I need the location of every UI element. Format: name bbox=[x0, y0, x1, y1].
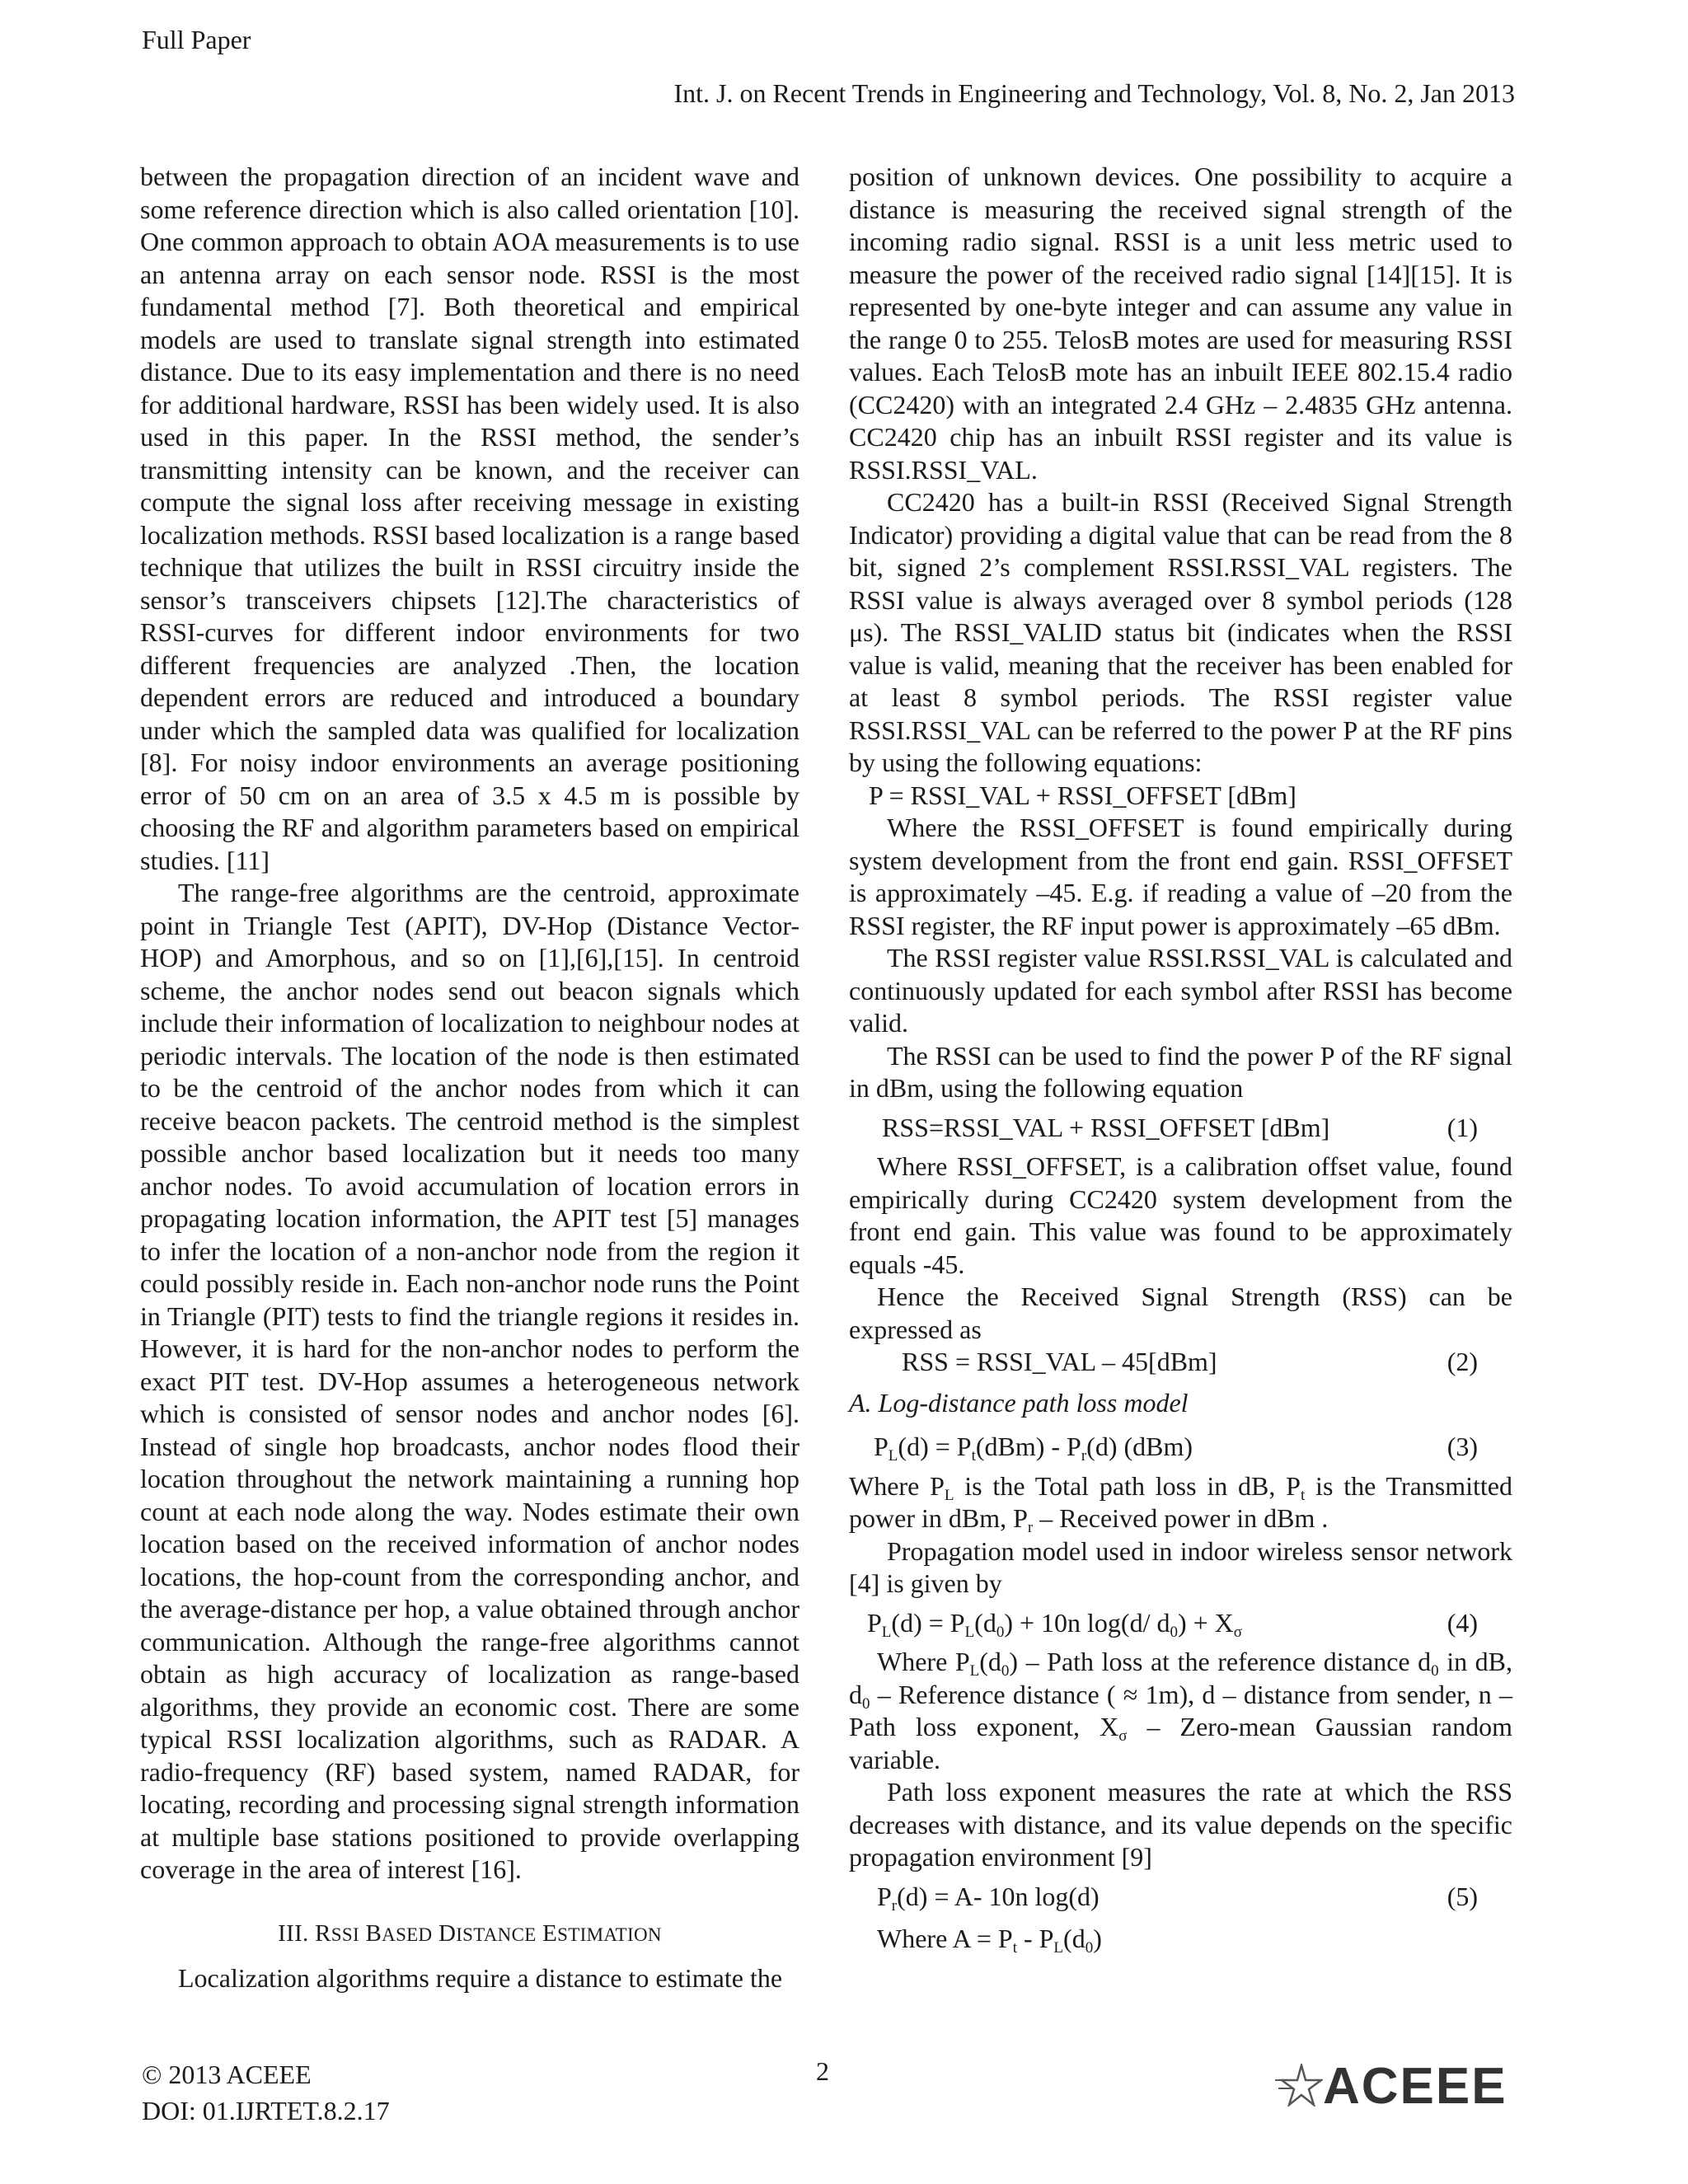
paragraph: Where the RSSI_OFFSET is found empirically during system development from the front end gain. RSSI_OFFSET is approximately –45. E.g. if reading a value of –20 from the RSSI register, the RF input power is approximately –65 dBm. bbox=[849, 813, 1512, 940]
page-number: 2 bbox=[816, 2056, 829, 2086]
equation-number: (5) bbox=[1447, 1881, 1478, 1911]
paragraph: Where $P_L$ is the Total path loss in dB, $P_t$ is the Transmitted power in dBm, $P_r$ – Received power in dBm . bbox=[849, 1470, 1513, 1536]
equation-number: (4) bbox=[1447, 1607, 1478, 1638]
equation-3: $P_L(d) = P_t(dBm) - P_r(d)$ (dBm) (3) bbox=[874, 1432, 1478, 1465]
equation-number: (1) bbox=[1447, 1112, 1478, 1142]
aceee-logo bbox=[1273, 2058, 1521, 2115]
footer-left bbox=[142, 2056, 390, 2129]
paragraph: Propagation model used in indoor wireless sensor network [4] is given by bbox=[849, 1535, 1512, 1598]
subsection-heading: A. Log-distance path loss model bbox=[849, 1387, 1189, 1418]
copyright: © 2013 ACEEE bbox=[142, 2060, 312, 2089]
equation-5: $P_r(d) = A-$ 10n log(d) (5) bbox=[877, 1881, 1478, 1915]
paragraph: The RSSI can be used to find the power P of the RF signal in dBm, using the following equation bbox=[849, 1040, 1512, 1103]
equation-number: (3) bbox=[1447, 1432, 1478, 1461]
equation-2: RSS = RSSI_VAL – 45[dBm] (2) bbox=[849, 1346, 1512, 1379]
paragraph: Where RSSI_OFFSET, is a calibration offset value, found empirically during CC2420 system development from the front end gain. This value was found to be approximately equals -45. bbox=[849, 1151, 1512, 1279]
right-column bbox=[849, 161, 1512, 1956]
paragraph: Localization algorithms require a distance to estimate the bbox=[178, 1963, 783, 1993]
equation-1: RSS=RSSI_VAL + RSSI_OFFSET [dBm] (1) bbox=[849, 1112, 1512, 1145]
paragraph: The range-free algorithms are the centroid, approximate point in Triangle Test (APIT), DV-Hop (Distance Vector- HOP) and Amorphous, and so on [1],[6],[15]. In centroid scheme, the anchor nodes send out beacon signals which include their information of localization to neighbour nodes at periodic intervals. The location of the node is then estimated to be the centroid of the anchor nodes from which it can receive beacon packets. The centroid method is the simplest possible anchor based localization but it needs too many anchor nodes. To avoid accumulation of location errors in propagating location information, the APIT test [5] manages to infer the location of a non-anchor node from the region it could possibly reside in. Each non-anchor node runs the Point in Triangle (PIT) tests to find the triangle regions it resides in. However, it is hard for the non-anchor nodes to perform the exact PIT test. DV-Hop assumes a heterogeneous network which is consisted of sensor nodes and anchor nodes [6]. Instead of single hop broadcasts, anchor nodes flood their location throughout the network maintaining a running hop count at each node along the way. Nodes estimate their own location based on the received information of anchor nodes locations, the hop-count from the corresponding anchor, and the average-distance per hop, a value obtained through anchor communication. Although the range-free algorithms cannot obtain as high accuracy of localization as range-based algorithms, they provide an economic cost. There are some typical RSSI localization algorithms, such as RADAR. A radio-frequency (RF) based system, named RADAR, for locating, recording and processing signal strength information at multiple base stations positioned to provide overlapping coverage in the area of interest [16]. bbox=[140, 878, 799, 1884]
journal-section-label: Full Paper bbox=[142, 25, 251, 54]
equation-5-where: Where $A = P_t - P_L(d_0)$ bbox=[877, 1924, 1102, 1957]
journal-citation: Int. J. on Recent Trends in Engineering and Technology, Vol. 8, No. 2, Jan 2013 bbox=[673, 78, 1515, 108]
paragraph: between the propagation direction of an incident wave and some reference direction which is also called orientation [10]. One common approach to obtain AOA measurements is to use an antenna array on each sensor node. RSSI is the most fundamental method [7]. Both theoretical and empirical models are used to translate signal strength into estimated distance. Due to its easy implementation and there is no need for additional hardware, RSSI has been widely used. It is also used in this paper. In the RSSI method, the sender’s transmitting intensity can be known, and the receiver can compute the signal loss after receiving message in existing localization methods. RSSI based localization is a range based technique that utilizes the built in RSSI circuitry inside the sensor’s transceivers chipsets [12].The characteristics of RSSI-curves for different indoor environments for two different frequencies are analyzed .Then, the location dependent errors are reduced and introduced a boundary under which the sampled data was qualified for localization [8]. For noisy indoor environments an average positioning error of 50 cm on an area of 3.5 x 4.5 m is possible by choosing the RF and algorithm parameters based on empirical studies. [11] bbox=[140, 162, 799, 875]
star-icon bbox=[1273, 2064, 1323, 2107]
logo-wordmark: ACEEE bbox=[1323, 2058, 1507, 2115]
paragraph: The RSSI register value RSSI.RSSI_VAL is calculated and continuously updated for each symbol after RSSI has become valid. bbox=[849, 943, 1512, 1038]
equation-4: $P_L(d) = P_L(d_0) + 10n$ log(d/ $d_0) + X_\sigma$ (4) bbox=[867, 1607, 1478, 1641]
equation-number: (2) bbox=[1447, 1347, 1478, 1376]
paragraph: Hence the Received Signal Strength (RSS) can be expressed as bbox=[849, 1282, 1512, 1344]
left-column bbox=[140, 161, 799, 1995]
paragraph: CC2420 has a built-in RSSI (Received Signal Strength Indicator) providing a digital value that can be read from the 8 bit, signed 2’s complement RSSI.RSSI_VAL registers. The RSSI value is always averaged over 8 symbol periods (128 μs). The RSSI_VALID status bit (indicates when the RSSI value is valid, meaning that the receiver has been enabled for at least 8 symbol periods. The RSSI register value RSSI.RSSI_VAL can be referred to the power P at the RF pins by using the following equations: bbox=[849, 487, 1512, 777]
doi: DOI: 01.IJRTET.8.2.17 bbox=[142, 2096, 390, 2125]
equation-power: P = RSSI_VAL + RSSI_OFFSET [dBm] bbox=[869, 780, 1296, 810]
section-heading: III. RSSI BASED DISTANCE ESTIMATION bbox=[278, 1919, 662, 1947]
paragraph: Where $P_L(d_0)$ – Path loss at the reference distance $d_0$ in dB, $d_0$ – Reference distance ( ≈ 1m), d – distance from sender, n – Path loss exponent, $X_\sigma$ – Zero-mean Gaussian random variable. bbox=[849, 1647, 1513, 1774]
paragraph: Path loss exponent measures the rate at which the RSS decreases with distance, and its value depends on the specific propagation environment [9] bbox=[849, 1777, 1512, 1872]
paragraph: position of unknown devices. One possibility to acquire a distance is measuring the received signal strength of the incoming radio signal. RSSI is a unit less metric used to measure the power of the received radio signal [14][15]. It is represented by one-byte integer and can assume any value in the range 0 to 255. TelosB motes are used for measuring RSSI values. Each TelosB mote has an inbuilt IEEE 802.15.4 radio (CC2420) with an integrated 2.4 GHz – 2.4835 GHz antenna. CC2420 chip has an inbuilt RSSI register and its value is RSSI.RSSI_VAL. bbox=[849, 162, 1512, 485]
